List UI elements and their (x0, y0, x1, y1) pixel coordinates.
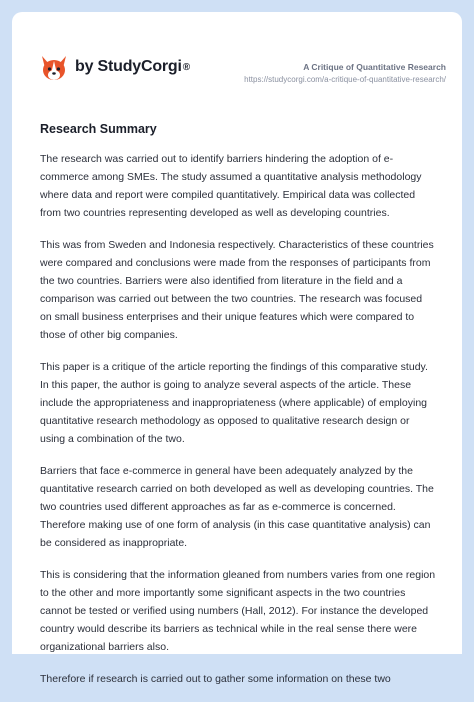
page-header (12, 12, 462, 112)
document-title: A Critique of Quantitative Research (303, 62, 446, 72)
section-heading: Research Summary (40, 122, 157, 136)
paragraph: Therefore if research is carried out to gather some information on these two (40, 673, 391, 685)
paragraph: The research was carried out to identify barriers hindering the adoption of e-commerce among SMEs. The study assumed a quantitative analysis methodology where data and report were compiled quantitatively. Empirical data was collected from two countries representing developed as well as developing countries. (40, 153, 422, 219)
paragraph: This was from Sweden and Indonesia respectively. Characteristics of these countries were compared and conclusions were made from the responses of participants from the two countries. Barriers were also identified from literature in the field and a comparison was carried out between the two countries. The research was focused on small business enterprises and their unique features which were compared to those of other big companies. (40, 239, 434, 341)
paragraph: This is considering that the information gleaned from numbers varies from one region to the other and more importantly some significant aspects in the two countries cannot be tested or verified using numbers (Hall, 2012). For instance the developed country would describe its barriers as technical while in the real sense there were organizational barriers also. (40, 569, 436, 653)
document-page (12, 12, 462, 685)
brand-name: by StudyCorgi (75, 58, 182, 75)
studycorgi-logo[interactable] (39, 52, 190, 82)
paragraph: Barriers that face e-commerce in general have been adequately analyzed by the quantitative research carried on both developed as well as developing countries. The two countries used different approaches as far as e-commerce is concerned. Therefore making use of one form of analysis (in this case quantitative analysis) can be considered as inappropriate. (40, 465, 434, 549)
registered-mark: ® (182, 61, 191, 73)
paragraph: This paper is a critique of the article reporting the findings of this comparative study. In this paper, the author is going to analyze several aspects of the article. These include the appropriateness and inappropriateness (where applicable) of employing quantitative research methodology as opposed to qualitative research design or using a combination of the two. (40, 361, 428, 445)
document-meta (244, 62, 446, 84)
document-url[interactable]: https://studycorgi.com/a-critique-of-quantitative-research/ (244, 75, 446, 84)
corgi-logo-icon (39, 52, 69, 82)
document-body (40, 122, 436, 702)
